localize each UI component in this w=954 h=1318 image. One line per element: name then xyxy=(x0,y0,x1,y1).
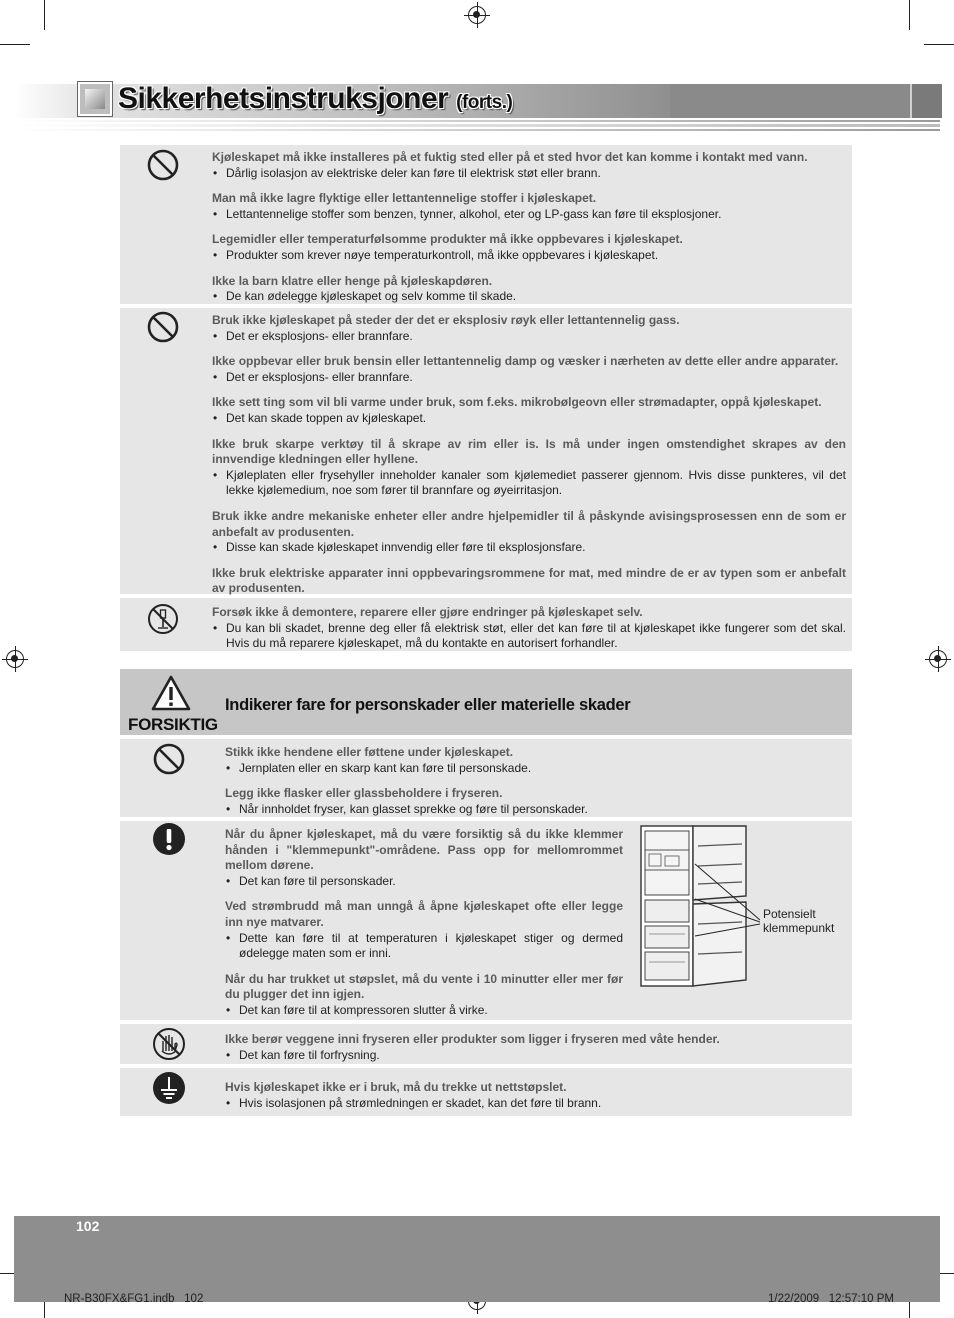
fridge-illustration xyxy=(640,824,760,990)
warning-triangle-icon xyxy=(150,674,192,712)
warning-text xyxy=(212,313,846,597)
caution-text xyxy=(225,827,623,1019)
warning-text xyxy=(212,150,846,305)
header-rule xyxy=(14,129,940,131)
page-number: 102 xyxy=(76,1218,100,1234)
instruction-bullet: • Disse kan skade kjøleskapet innvendig eller føre til eksplosjonsfare. xyxy=(212,540,846,556)
header-rule xyxy=(14,124,940,127)
instruction-bullet: • Dette kan føre til at temperaturen i kjøleskapet stiger og dermed ødelegge maten som er inni. xyxy=(225,931,623,962)
file-slug: NR-B30FX&FG1.indb 102 xyxy=(64,1293,204,1305)
caution-header xyxy=(120,669,852,735)
no-wet-hands-icon xyxy=(152,1027,186,1061)
instruction-heading: Bruk ikke kjøleskapet på steder der det er eksplosiv røyk eller lettantennelig gass. xyxy=(212,313,680,327)
instruction-heading: Når du har trukket ut støpslet, må du vente i 10 minutter eller mer før du plugger det inn igjen. xyxy=(225,971,623,1002)
instruction-heading: Når du åpner kjøleskapet, må du være forsiktig så du ikke klemmer hånden i "klemmepunkt"-områdene. Pass opp for mellomrommet mellom dørene. xyxy=(225,827,623,873)
instruction-bullet: • Når innholdet fryser, kan glasset sprekke og føre til personskader. xyxy=(225,802,845,818)
warning-text xyxy=(212,605,846,652)
instruction-heading: Forsøk ikke å demontere, reparere eller gjøre endringer på kjøleskapet selv. xyxy=(212,605,643,619)
instruction-heading: Legg ikke flasker eller glassbeholdere i fryseren. xyxy=(225,786,503,801)
instruction-bullet: • Det kan føre til at kompressoren slutter å virke. xyxy=(225,1003,623,1019)
instruction-bullet: • Kjøleplaten eller frysehyller inneholder kanaler som kjølemediet passerer gjennom. Hvis disse punkteres, vil det lekke kjølemedium, noe som fører til brannfare og øyeirritasjon. xyxy=(212,468,846,499)
mandatory-exclamation-icon xyxy=(152,822,186,856)
footer-band xyxy=(14,1216,940,1302)
header-rule xyxy=(14,120,940,122)
crop-mark xyxy=(924,44,954,45)
pinch-point-label: Potensielt klemmepunkt xyxy=(763,907,835,935)
instruction-bullet: • Jernplaten eller en skarp kant kan føre til personskade. xyxy=(225,761,845,777)
prohibited-icon xyxy=(146,148,180,182)
registration-mark-icon xyxy=(929,650,947,668)
registration-mark-icon xyxy=(468,6,486,24)
instruction-heading: Ved strømbrudd må man unngå å åpne kjøleskapet ofte eller legge inn nye matvarer. xyxy=(225,899,623,929)
instruction-heading: Stikk ikke hendene eller føttene under kjøleskapet. xyxy=(225,745,514,759)
instruction-heading: Ikke bruk skarpe verktøy til å skrape av rim eller is. Is må under ingen omstendighet skrapes av den innvendige kledningen eller hyllene. xyxy=(212,436,846,467)
instruction-bullet: • Produkter som krever nøye temperaturkontroll, må ikke oppbevares i kjøleskapet. xyxy=(212,248,846,264)
date-slug: 1/22/2009 12:57:10 PM xyxy=(768,1293,894,1305)
instruction-heading: Legemidler eller temperaturfølsomme produkter må ikke oppbevares i kjøleskapet. xyxy=(212,232,683,247)
instruction-bullet: • Det er eksplosjons- eller brannfare. xyxy=(212,370,846,386)
no-disassembly-icon xyxy=(146,602,180,636)
instruction-heading: Ikke oppbevar eller bruk bensin eller lettantennelig damp og væsker i nærheten av dette eller andre apparater. xyxy=(212,354,839,369)
caution-label: FORSIKTIG xyxy=(128,715,218,734)
caution-text xyxy=(225,1032,845,1063)
registration-mark-icon xyxy=(6,650,24,668)
instruction-bullet: • Hvis isolasjonen på strømledningen er skadet, kan det føre til brann. xyxy=(225,1096,845,1112)
instruction-heading: Man må ikke lagre flyktige eller lettantennelige stoffer i kjøleskapet. xyxy=(212,191,597,206)
instruction-heading: Hvis kjøleskapet ikke er i bruk, må du trekke ut nettstøpslet. xyxy=(225,1080,567,1094)
prohibited-icon xyxy=(146,310,180,344)
crop-mark xyxy=(44,0,45,30)
instruction-heading: Ikke la barn klatre eller henge på kjøleskapdøren. xyxy=(212,273,493,288)
caution-text xyxy=(225,1080,845,1111)
instruction-bullet: • Det kan føre til personskader. xyxy=(225,874,623,890)
instruction-heading: Ikke sett ting som vil bli varme under bruk, som f.eks. mikrobølgeovn eller strømadapter, oppå kjøleskapet. xyxy=(212,395,822,410)
crop-mark xyxy=(909,0,910,30)
instruction-heading: Ikke bruk elektriske apparater inni oppbevaringsrommene for mat, med mindre de er av typen som er anbefalt av produsenten. xyxy=(212,565,846,596)
instruction-bullet: • Det er eksplosjons- eller brannfare. xyxy=(212,329,846,345)
header-square-icon xyxy=(78,82,112,116)
instruction-bullet: • Det kan skade toppen av kjøleskapet. xyxy=(212,411,846,427)
unplug-icon xyxy=(152,1071,186,1105)
instruction-bullet: • Dårlig isolasjon av elektriske deler kan føre til elektrisk støt eller brann. xyxy=(212,166,846,182)
instruction-bullet: • De kan ødelegge kjøleskapet og selv komme til skade. xyxy=(212,289,846,305)
instruction-bullet: • Det kan føre til forfrysning. xyxy=(225,1048,845,1064)
instruction-heading: Bruk ikke andre mekaniske enheter eller andre hjelpemidler til å påskynde avisingsprosessen enn de som er anbefalt av produsenten. xyxy=(212,508,846,539)
caution-text xyxy=(225,745,845,817)
instruction-bullet: • Du kan bli skadet, brenne deg eller få elektrisk støt, eller det kan føre til at kjøleskapet ikke fungerer som det skal. Hvis du må reparere kjøleskapet, må du kontakte en autorisert forhandler. xyxy=(212,621,846,652)
prohibited-icon xyxy=(152,742,186,776)
caution-title: Indikerer fare for personskader eller materielle skader xyxy=(225,696,631,714)
page-title: Sikkerhetsinstruksjoner (forts.) xyxy=(118,82,513,115)
instruction-bullet: • Lettantennelige stoffer som benzen, tynner, alkohol, eter og LP-gass kan føre til eksplosjoner. xyxy=(212,207,846,223)
crop-mark xyxy=(0,44,30,45)
instruction-heading: Kjøleskapet må ikke installeres på et fuktig sted eller på et sted hvor det kan komme i kontakt med vann. xyxy=(212,150,808,164)
page-title-suffix: (forts.) xyxy=(456,92,513,113)
instruction-heading: Ikke berør veggene inni fryseren eller produkter som ligger i fryseren med våte hender. xyxy=(225,1032,720,1046)
